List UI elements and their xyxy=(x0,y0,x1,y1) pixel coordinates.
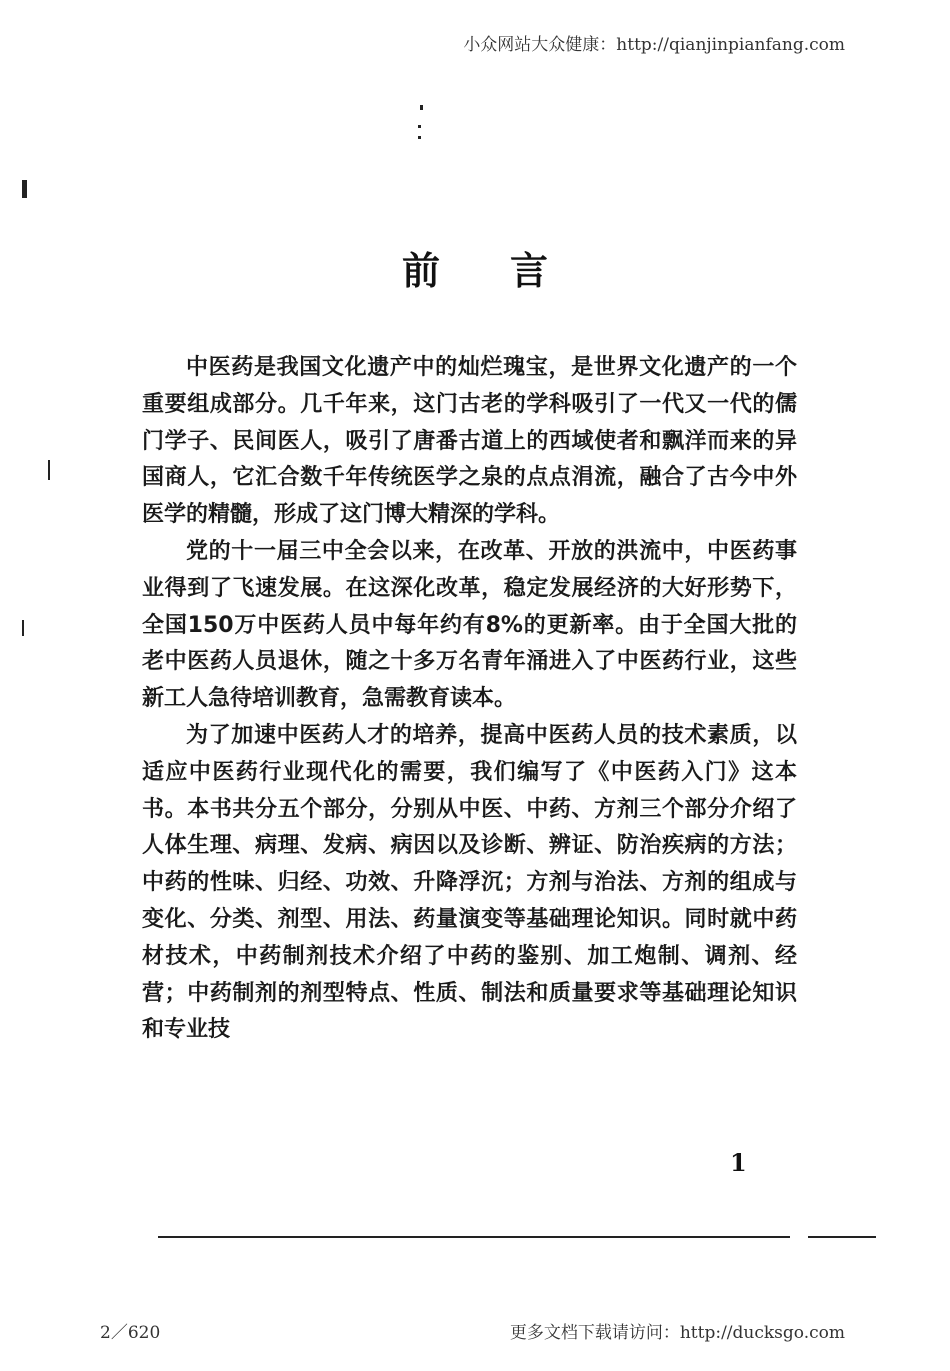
scan-speck xyxy=(22,620,24,636)
scan-speck xyxy=(418,136,421,139)
paragraph: 党的十一届三中全会以来，在改革、开放的洪流中，中医药事业得到了飞速发展。在这深化改革，稳定发展经济的大好形势下，全国150万中医药人员中每年约有8%的更新率。由于全国大批的老中医药人员退休，随之十多万名青年涌进入了中医药行业，这些新工人急待培训教育，急需教育读本。 xyxy=(142,538,797,712)
scan-speck xyxy=(22,180,27,198)
scan-speck xyxy=(48,460,50,480)
preface-body xyxy=(142,350,797,1049)
paragraph: 中医药是我国文化遗产中的灿烂瑰宝，是世界文化遗产的一个重要组成部分。几千年来，这门古老的学科吸引了一代又一代的儒门学子、民间医人，吸引了唐番古道上的西域使者和飘洋而来的异国商人，它汇合数千年传统医学之泉的点点涓流，融合了古今中外医学的精髓，形成了这门博大精深的学科。 xyxy=(142,355,797,528)
footer-rule-gap xyxy=(790,1235,808,1239)
page-number: 1 xyxy=(730,1148,747,1177)
page-indicator: 2／620 xyxy=(100,1323,161,1343)
scan-speck xyxy=(418,125,421,128)
page-title: 前言 xyxy=(401,249,618,293)
header-website-note: 小众网站大众健康：http://qianjinpianfang.com xyxy=(463,35,845,55)
download-note: 更多文档下载请访问：http://ducksgo.com xyxy=(509,1323,845,1343)
paragraph: 为了加速中医药人才的培养，提高中医药人员的技术素质，以适应中医药行业现代化的需要，我们编写了《中医药入门》这本书。本书共分五个部分，分别从中医、中药、方剂三个部分介绍了人体生理、病理、发病、病因以及诊断、辨证、防治疾病的方法；中药的性味、归经、功效、升降浮沉；方剂与治法、方剂的组成与变化、分类、剂型、用法、药量演变等基础理论知识。同时就中药材技术，中药制剂技术介绍了中药的鉴别、加工炮制、调剂、经营；中药制剂的剂型特点、性质、制法和质量要求等基础理论知识和专业技 xyxy=(142,722,797,1043)
footer-rule xyxy=(158,1236,876,1238)
scan-speck xyxy=(420,105,423,110)
